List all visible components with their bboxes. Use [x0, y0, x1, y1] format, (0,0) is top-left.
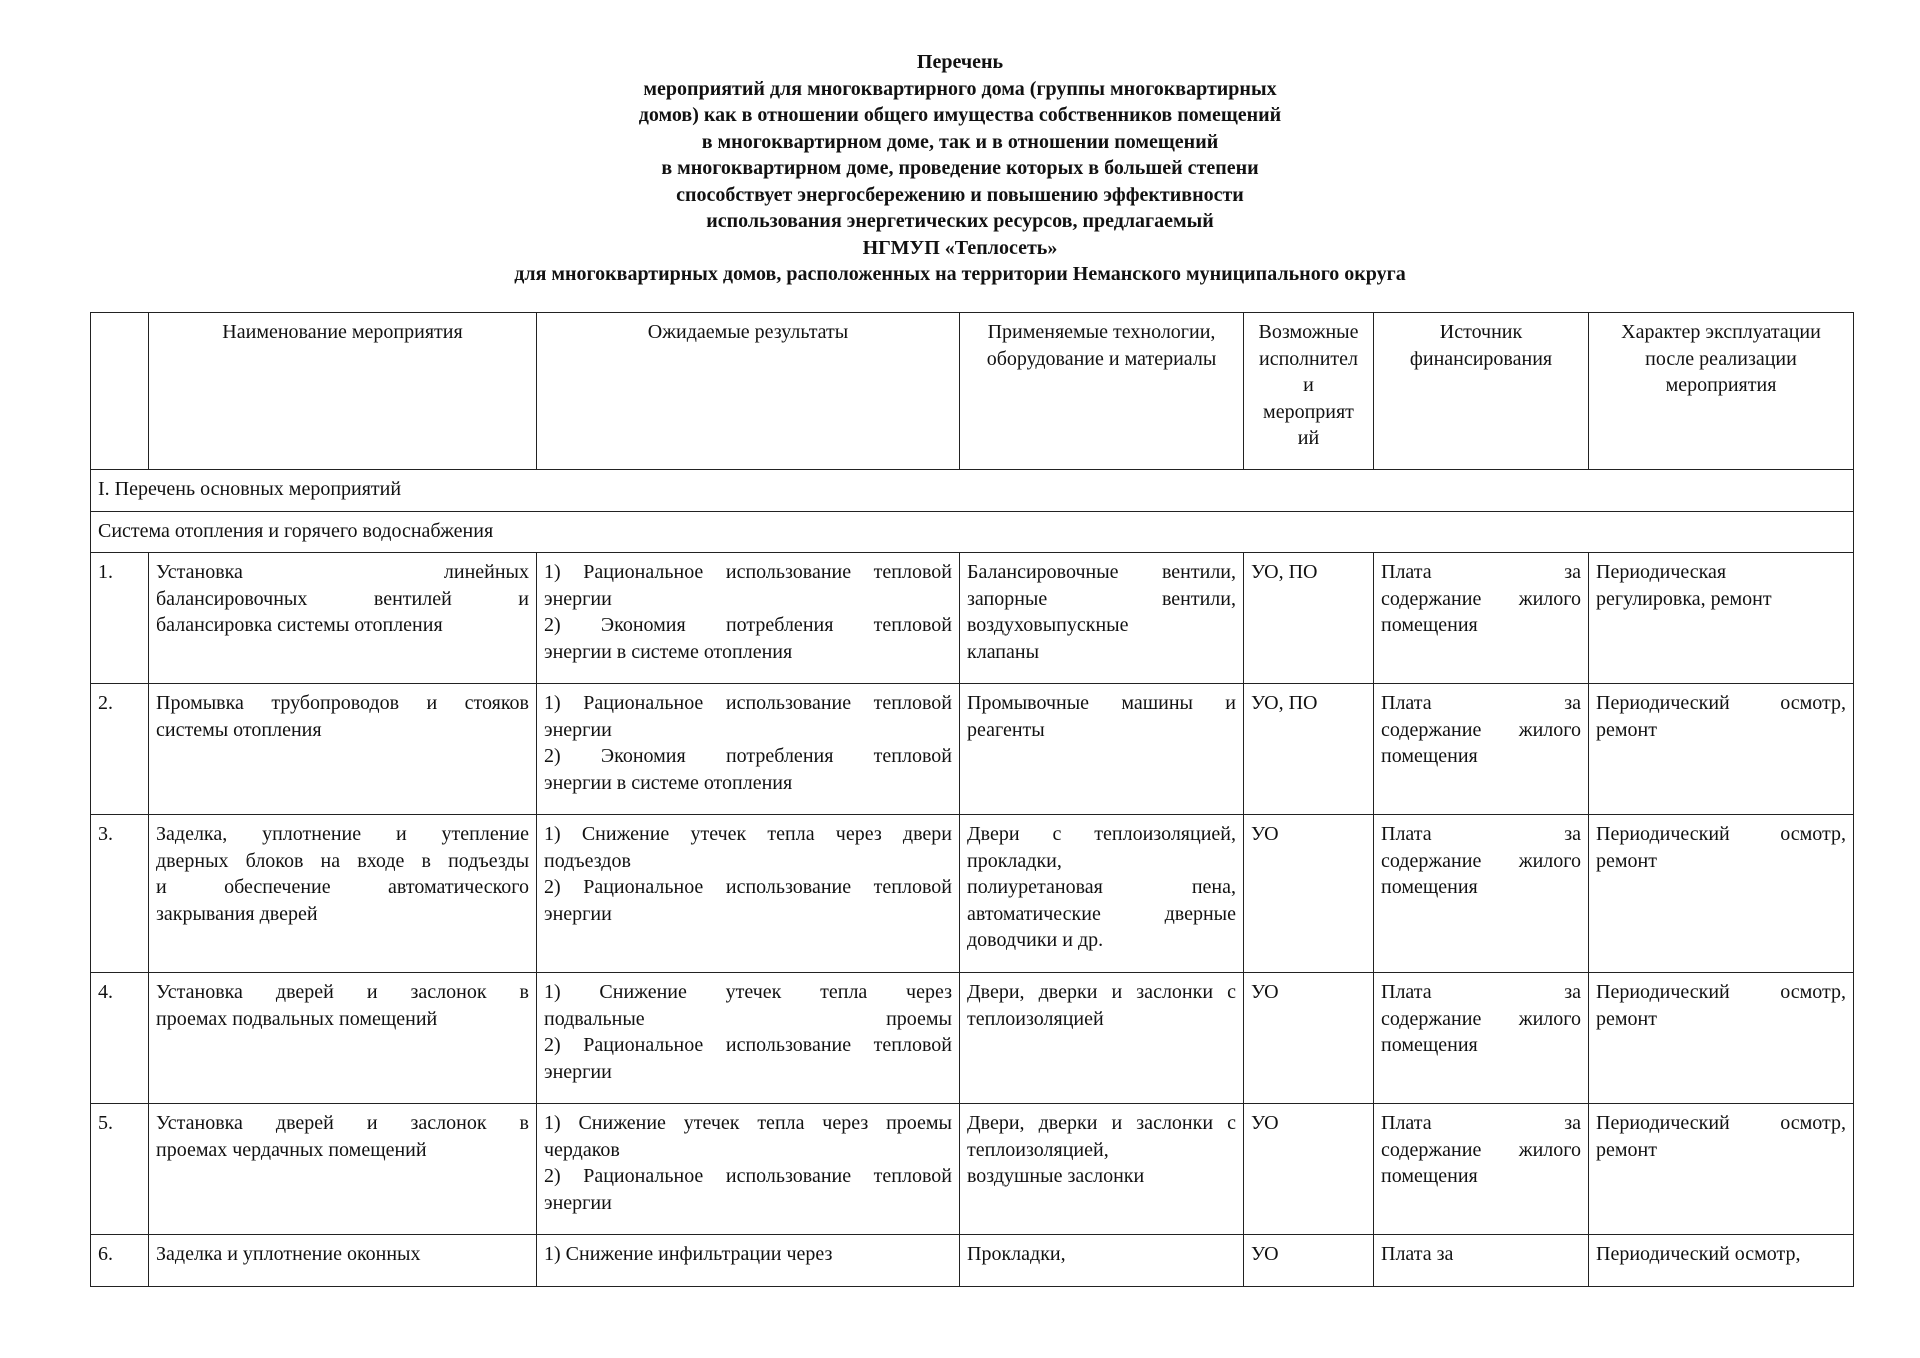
cell-line: содержание жилого: [1381, 1138, 1581, 1161]
row-name: [149, 553, 537, 684]
row-executors: УО: [1244, 973, 1374, 1104]
row-tech: [960, 973, 1244, 1104]
cell-line: доводчики и др.: [967, 929, 1104, 951]
cell-line: 2) Рациональное использование тепловой: [544, 1165, 952, 1187]
cell-line: энергии в системе отопления: [544, 771, 793, 794]
cell-line: реагенты: [967, 718, 1045, 741]
subsection-heating-title: Система отопления и горячего водоснабжения: [91, 511, 1854, 553]
cell-line: полиуретановая пена,: [967, 876, 1236, 898]
row-results: [537, 553, 960, 684]
title-line: домов) как в отношении общего имущества собственников помещений: [638, 104, 1282, 126]
table-row: [91, 1235, 1854, 1287]
cell-line: Двери, дверки и заслонки с: [967, 981, 1236, 1003]
cell-line: подъездов: [544, 849, 631, 872]
cell-line: подвальные проемы: [544, 1007, 952, 1030]
cell-line: клапаны: [967, 640, 1040, 663]
cell-line: содержание жилого: [1381, 587, 1581, 610]
cell-line: балансировка системы отопления: [156, 614, 443, 636]
document-title: [0, 49, 1920, 288]
cell-line: Плата за: [1381, 823, 1581, 845]
cell-line: Плата за: [1381, 1112, 1581, 1134]
title-line: в многоквартирном доме, проведение которых в большей степени: [661, 157, 1259, 179]
cell-line: регулировка, ремонт: [1596, 587, 1772, 610]
section-main-title: I. Перечень основных мероприятий: [91, 470, 1854, 512]
row-operation: [1589, 553, 1854, 684]
row-name: [149, 1235, 537, 1287]
cell-line: Применяемые технологии,: [987, 321, 1216, 343]
row-source: [1374, 684, 1589, 815]
cell-line: финансирования: [1409, 347, 1553, 370]
row-tech: [960, 815, 1244, 973]
title-line: использования энергетических ресурсов, предлагаемый: [706, 210, 1214, 232]
row-name: [149, 684, 537, 815]
cell-line: Установка дверей и заслонок в: [156, 981, 529, 1003]
row-executors: УО, ПО: [1244, 684, 1374, 815]
header-executors: [1244, 313, 1374, 470]
row-executors: УО: [1244, 815, 1374, 973]
title-line: способствует энергосбережению и повышению эффективности: [676, 183, 1244, 206]
row-source: [1374, 1104, 1589, 1235]
row-tech: [960, 553, 1244, 684]
cell-line: помещения: [1381, 876, 1478, 898]
cell-line: Установка линейных: [156, 561, 529, 583]
cell-line: 2) Рациональное использование тепловой: [544, 1034, 952, 1056]
cell-line: оборудование и материалы: [986, 347, 1217, 370]
cell-line: Заделка, уплотнение и утепление: [156, 823, 529, 845]
row-name: [149, 973, 537, 1104]
cell-line: Периодический осмотр,: [1596, 981, 1846, 1003]
row-results: [537, 684, 960, 815]
cell-line: Характер эксплуатации: [1621, 321, 1821, 343]
cell-line: проемах чердачных помещений: [156, 1138, 427, 1161]
title-line: Перечень: [916, 51, 1004, 73]
cell-line: энергии: [544, 587, 612, 610]
cell-line: и обеспечение автоматического: [156, 876, 529, 898]
cell-line: ремонт: [1596, 718, 1657, 741]
cell-line: Промывочные машины и: [967, 692, 1236, 714]
cell-line: после реализации: [1645, 347, 1797, 370]
row-num: 4.: [91, 973, 149, 1104]
row-results: [537, 1104, 960, 1235]
cell-line: ремонт: [1596, 849, 1657, 872]
row-executors: УО, ПО: [1244, 553, 1374, 684]
cell-line: энергии: [544, 718, 612, 741]
header-results: Ожидаемые результаты: [537, 313, 960, 470]
cell-line: содержание жилого: [1381, 1007, 1581, 1030]
cell-line: запорные вентили,: [967, 587, 1236, 610]
cell-line: помещения: [1381, 745, 1478, 767]
row-results: [537, 815, 960, 973]
table-row: [91, 1104, 1854, 1235]
cell-line: Установка дверей и заслонок в: [156, 1112, 529, 1134]
cell-line: Двери с теплоизоляцией,: [967, 823, 1236, 845]
cell-line: балансировочных вентилей и: [156, 587, 529, 610]
cell-line: проемах подвальных помещений: [156, 1007, 438, 1030]
cell-line: 1) Рациональное использование тепловой: [544, 561, 952, 583]
cell-line: энергии: [544, 1060, 612, 1083]
subsection-row: [91, 511, 1854, 553]
cell-line: 1) Снижение утечек тепла через двери: [544, 823, 952, 845]
row-source: [1374, 973, 1589, 1104]
row-name: [149, 815, 537, 973]
table-row: [91, 684, 1854, 815]
row-operation: [1589, 973, 1854, 1104]
cell-line: Источник: [1439, 321, 1523, 343]
row-num: 5.: [91, 1104, 149, 1235]
row-num: 3.: [91, 815, 149, 973]
title-line: НГМУП «Теплосеть»: [862, 236, 1058, 259]
cell-line: энергии: [544, 902, 612, 925]
header-operation: [1589, 313, 1854, 470]
cell-line: закрывания дверей: [156, 902, 318, 925]
cell-line: 1) Рациональное использование тепловой: [544, 692, 952, 714]
cell-line: содержание жилого: [1381, 849, 1581, 872]
cell-line: Плата за: [1381, 692, 1581, 714]
title-line: мероприятий для многоквартирного дома (группы многоквартирных: [643, 77, 1277, 100]
row-executors: УО: [1244, 1235, 1374, 1287]
cell-line: 1) Снижение утечек тепла через проемы: [544, 1112, 952, 1134]
row-source: [1374, 815, 1589, 973]
cell-line: дверных блоков на входе в подъезды: [156, 849, 529, 872]
header-num: [91, 313, 149, 470]
cell-line: энергии: [544, 1191, 612, 1214]
cell-line: чердаков: [544, 1138, 620, 1161]
cell-line: Плата за: [1381, 1243, 1454, 1265]
cell-line: мероприятия: [1665, 374, 1777, 396]
row-num: 2.: [91, 684, 149, 815]
table-row: [91, 815, 1854, 973]
cell-line: системы отопления: [156, 718, 322, 741]
cell-line: Плата за: [1381, 561, 1581, 583]
row-source: [1374, 553, 1589, 684]
row-operation: [1589, 1104, 1854, 1235]
title-line: в многоквартирном доме, так и в отношении помещений: [701, 130, 1219, 153]
cell-line: Балансировочные вентили,: [967, 561, 1236, 583]
row-operation: [1589, 815, 1854, 973]
row-tech: [960, 1104, 1244, 1235]
cell-line: 2) Экономия потребления тепловой: [544, 745, 952, 767]
cell-line: автоматические дверные: [967, 902, 1236, 925]
cell-line: ремонт: [1596, 1007, 1657, 1030]
cell-line: 2) Рациональное использование тепловой: [544, 876, 952, 898]
cell-line: теплоизоляцией: [967, 1007, 1104, 1030]
section-row: [91, 470, 1854, 512]
cell-line: помещения: [1381, 1165, 1478, 1187]
cell-line: помещения: [1381, 1034, 1478, 1056]
row-results: [537, 973, 960, 1104]
row-tech: [960, 1235, 1244, 1287]
row-num: 1.: [91, 553, 149, 684]
cell-line: 1) Снижение утечек тепла через: [544, 981, 952, 1003]
row-name: [149, 1104, 537, 1235]
cell-line: Возможные: [1258, 321, 1359, 343]
cell-line: Плата за: [1381, 981, 1581, 1003]
row-executors: УО: [1244, 1104, 1374, 1235]
cell-line: Промывка трубопроводов и стояков: [156, 692, 529, 714]
cell-line: воздуховыпускные: [967, 614, 1129, 636]
header-source: [1374, 313, 1589, 470]
row-operation: [1589, 1235, 1854, 1287]
row-tech: [960, 684, 1244, 815]
cell-line: мероприят: [1263, 400, 1354, 423]
cell-line: Двери, дверки и заслонки с: [967, 1112, 1236, 1134]
cell-line: Заделка и уплотнение оконных: [156, 1243, 421, 1265]
cell-line: исполнител: [1258, 347, 1358, 370]
cell-line: Периодическая: [1596, 561, 1727, 583]
row-num: 6.: [91, 1235, 149, 1287]
row-operation: [1589, 684, 1854, 815]
cell-line: прокладки,: [967, 849, 1062, 872]
cell-line: Периодический осмотр,: [1596, 1112, 1846, 1134]
table-header-row: [91, 313, 1854, 470]
table-row: [91, 973, 1854, 1104]
row-results: [537, 1235, 960, 1287]
cell-line: 2) Экономия потребления тепловой: [544, 614, 952, 636]
cell-line: и: [1303, 374, 1314, 396]
cell-line: 1) Снижение инфильтрации через: [544, 1243, 833, 1265]
cell-line: Периодический осмотр,: [1596, 692, 1846, 714]
cell-line: содержание жилого: [1381, 718, 1581, 741]
cell-line: ремонт: [1596, 1138, 1657, 1161]
cell-line: ий: [1297, 427, 1320, 449]
cell-line: энергии в системе отопления: [544, 640, 793, 663]
cell-line: помещения: [1381, 614, 1478, 636]
measures-table: [90, 312, 1854, 1287]
cell-line: Периодический осмотр,: [1596, 823, 1846, 845]
title-line: для многоквартирных домов, расположенных на территории Неманского муниципального округа: [514, 263, 1406, 285]
header-tech: [960, 313, 1244, 470]
cell-line: теплоизоляцией,: [967, 1138, 1109, 1161]
cell-line: Периодический осмотр,: [1596, 1243, 1801, 1265]
cell-line: Прокладки,: [967, 1243, 1066, 1265]
table-row: [91, 553, 1854, 684]
cell-line: воздушные заслонки: [967, 1165, 1145, 1187]
header-name: Наименование мероприятия: [149, 313, 537, 470]
row-source: [1374, 1235, 1589, 1287]
